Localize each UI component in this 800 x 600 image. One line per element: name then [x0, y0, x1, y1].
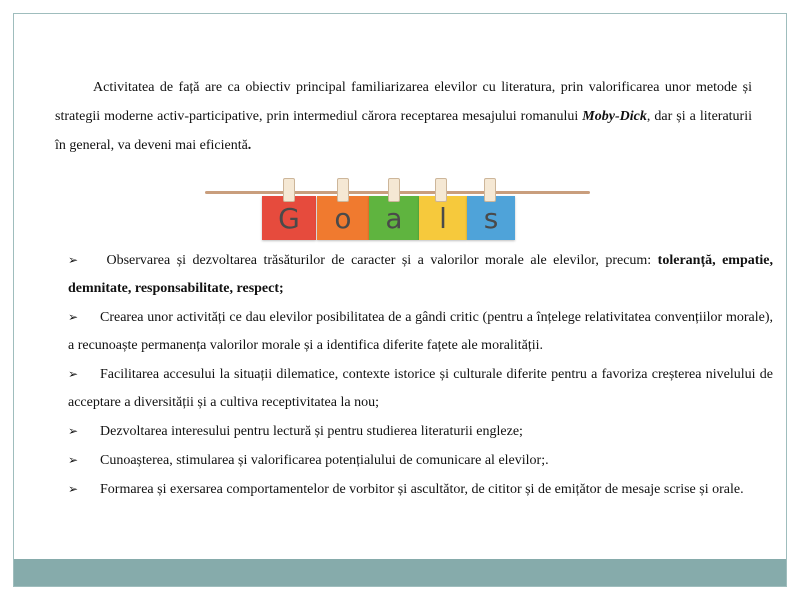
arrow-bullet-icon: ➢ — [68, 367, 79, 381]
arrow-bullet-icon: ➢ — [68, 310, 79, 324]
footer-band — [14, 559, 786, 586]
goals-image — [205, 174, 590, 242]
objective-item: ➢ Cunoașterea, stimularea și valorificarea potențialului de comunicare al elevilor;. — [68, 446, 773, 475]
goals-card-g: G — [262, 196, 316, 240]
arrow-bullet-icon: ➢ — [68, 253, 79, 267]
novel-title: Moby-Dick — [582, 109, 647, 124]
goals-card-l: l — [419, 196, 467, 240]
goals-card-s: s — [467, 196, 515, 240]
objective-item: ➢ Observarea și dezvoltarea trăsăturilor de caracter și a valorilor morale ale elevilor, precum: toleranță, empatie, demnitate, responsabilitate, respect; — [68, 246, 773, 303]
intro-paragraph — [55, 73, 752, 160]
objective-item: ➢ Facilitarea accesului la situații dilematice, contexte istorice și culturale diferite pentru a favoriza creșterea nivelului de acceptare a diversității și a cultiva receptivitatea la nou; — [68, 360, 773, 417]
clothespin — [484, 178, 496, 202]
clothespin — [435, 178, 447, 202]
arrow-bullet-icon: ➢ — [68, 482, 79, 496]
intro-text-1: Activitatea de față are ca obiectiv principal familiarizarea elevilor cu literatura, prin valorificarea unor metode și strategii moderne activ-participative, prin intermediul cărora receptarea mesajului romanului — [55, 80, 752, 124]
clothespin — [337, 178, 349, 202]
clothespin — [283, 178, 295, 202]
goals-card-o: o — [317, 196, 369, 240]
clothespin — [388, 178, 400, 202]
goals-card-a: a — [369, 196, 419, 240]
arrow-bullet-icon: ➢ — [68, 453, 79, 467]
objectives-list — [68, 246, 773, 504]
objective-item: ➢ Crearea unor activități ce dau elevilor posibilitatea de a gândi critic (pentru a înțelege relativitatea convențiilor morale), a recunoaște permanența valorilor morale și a identifica diferite fațete ale moralității. — [68, 303, 773, 360]
intro-text-2: , dar și a literaturii în general, va deveni mai eficientă — [55, 109, 752, 153]
objective-item: ➢ Dezvoltarea interesului pentru lectură și pentru studierea literaturii engleze; — [68, 417, 773, 446]
intro-end: . — [247, 138, 252, 153]
objective-item: ➢ Formarea și exersarea comportamentelor de vorbitor și ascultător, de cititor și de emițător de mesaje scrise și orale. — [68, 475, 773, 504]
arrow-bullet-icon: ➢ — [68, 424, 79, 438]
